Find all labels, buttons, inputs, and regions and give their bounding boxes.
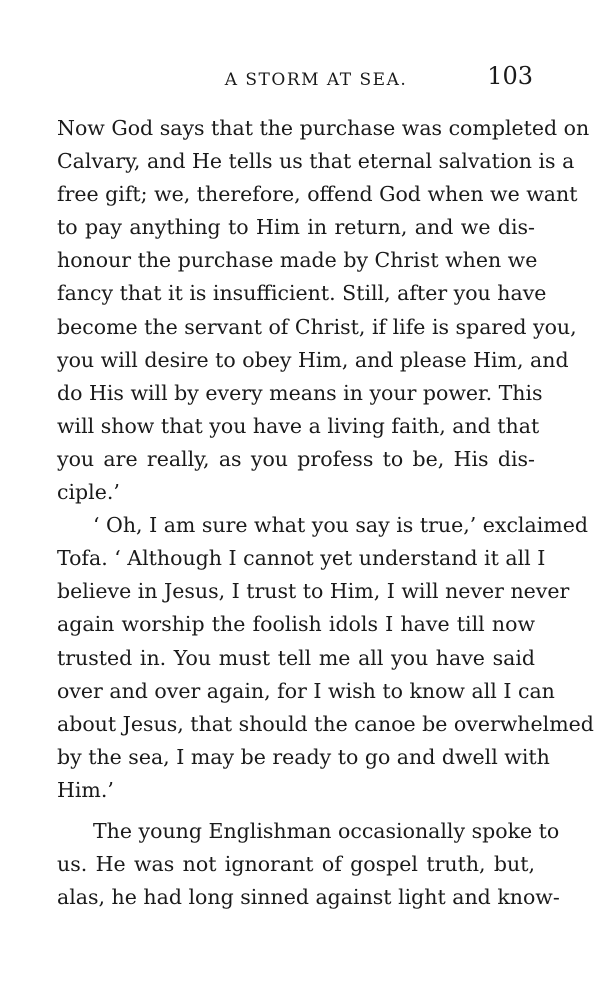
- text-line: you will desire to obey Him, and please Him, and: [57, 347, 569, 372]
- text-line: fancy that it is insufficient. Still, after you have: [57, 281, 547, 306]
- text-line: believe in Jesus, I trust to Him, I will never never: [57, 579, 570, 604]
- text-line: over and over again, for I wish to know all I can: [57, 678, 555, 703]
- text-line: Calvary, and He tells us that eternal salvation is a: [57, 149, 575, 174]
- text-line: Tofa. ‘ Although I cannot yet understand it all I: [57, 546, 546, 571]
- text-line: to pay anything to Him in return, and we dis-: [57, 215, 535, 240]
- text-line: trusted in. You must tell me all you have said: [57, 645, 535, 670]
- text-line: ‘ Oh, I am sure what you say is true,’ exclaimed: [93, 513, 588, 538]
- page-number: 103: [487, 62, 533, 90]
- text-line: alas, he had long sinned against light and know-: [57, 885, 560, 910]
- text-line: about Jesus, that should the canoe be overwhelmed: [57, 711, 594, 736]
- text-line: free gift; we, therefore, offend God when we want: [57, 182, 578, 207]
- page-header: [57, 58, 535, 98]
- text-line: honour the purchase made by Christ when we: [57, 248, 538, 273]
- paragraph-1: [57, 112, 590, 509]
- text-line: become the servant of Christ, if life is spared you,: [57, 314, 577, 339]
- running-title: A STORM AT SEA.: [224, 70, 408, 90]
- text-line: do His will by every means in your power. This: [57, 380, 543, 405]
- text-line: by the sea, I may be ready to go and dwell with: [57, 744, 550, 769]
- text-line: again worship the foolish idols I have till now: [57, 612, 535, 637]
- text-line: us. He was not ignorant of gospel truth, but,: [57, 852, 535, 877]
- text-line: The young Englishman occasionally spoke to: [93, 818, 560, 843]
- text-line: Him.’: [57, 777, 114, 802]
- paragraph-3: [57, 815, 560, 914]
- text-line: ciple.’: [57, 480, 120, 505]
- text-line: will show that you have a living faith, and that: [57, 413, 540, 438]
- paragraph-gap: [57, 807, 535, 815]
- text-line: Now God says that the purchase was completed on: [57, 116, 590, 140]
- text-line: you are really, as you profess to be, His dis-: [57, 446, 535, 471]
- paragraph-2: [57, 509, 594, 807]
- body-text: [57, 112, 594, 914]
